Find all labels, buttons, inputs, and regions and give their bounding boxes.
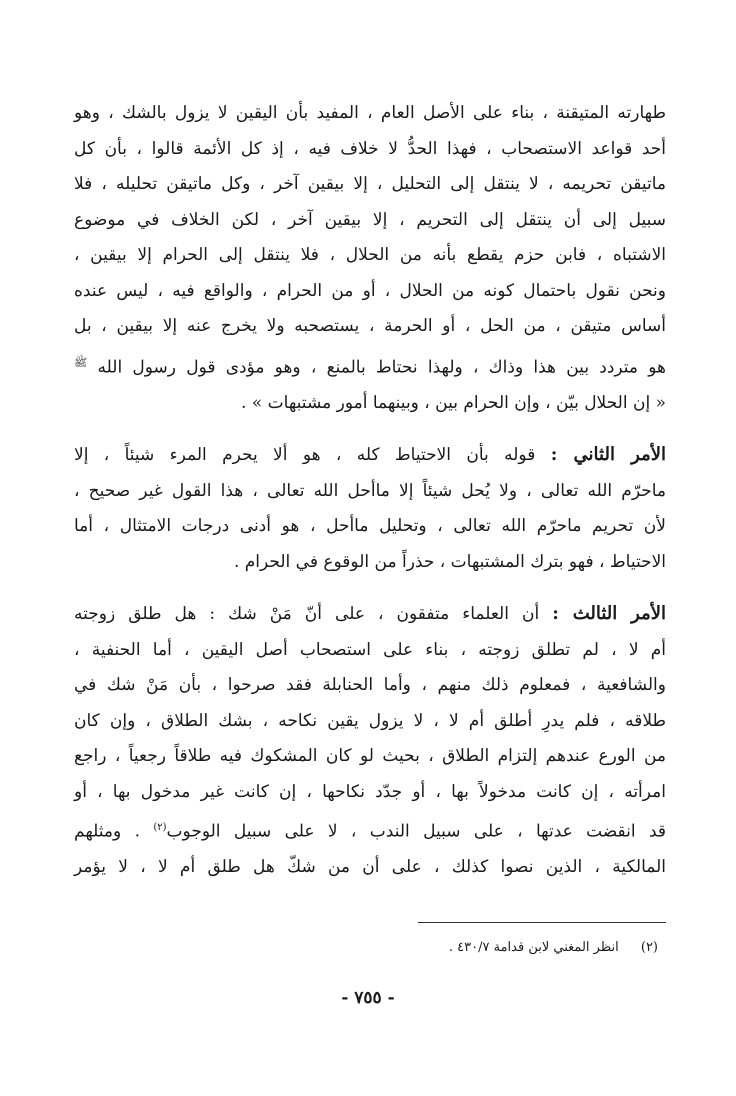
text-line: والشافعية ، فمعلوم ذلك منهم ، وأما الحنابلة فقد صرحوا ، بأن مَنْ شك في xyxy=(74,675,666,696)
text-line: أحد قواعد الاستصحاب ، فهذا الحدُّ لا خلاف فيه ، إذ كل الأئمة قالوا ، بأن كل xyxy=(74,138,666,159)
section-heading: الأمر الثاني : xyxy=(550,444,667,466)
text-line: من الورع عندهم إلتزام الطلاق ، بحيث لو كان المشكوك فيه طلاقاً رجعياً ، راجع xyxy=(74,746,666,767)
paragraph-2 xyxy=(74,437,666,580)
text-line: المالكية ، الذين نصوا كذلك ، على أن من شكّ هل طلق أم لا ، لا يؤمر xyxy=(74,857,666,878)
text-line: الاحتياط ، فهو بترك المشتبهات ، حذراً من الوقوع في الحرام . xyxy=(233,551,666,572)
footnote-text: انظر المغني لابن قدامة ٤٣٠/٧ . xyxy=(448,940,619,955)
paragraph-1 xyxy=(74,96,666,421)
text-line-with-honorific xyxy=(74,345,666,386)
text-line: امرأته ، إن كانت مدخولاً بها ، أو جدّد نكاحها ، إن كانت غير مدخول بها ، أو xyxy=(74,781,666,802)
footnote-number: (٢) xyxy=(640,940,658,955)
honorific-symbol: ﷺ xyxy=(74,355,88,369)
paragraph-3 xyxy=(74,596,666,886)
text-line: ماحرّم الله تعالى ، ولا يُحل شيئاً إلا ماأحل الله تعالى ، هذا القول غير صحيح ، xyxy=(74,480,666,501)
footnote-reference[interactable]: (٢) xyxy=(153,822,167,834)
text-segment: قوله بأن الاحتياط كله ، هو ألا يحرم المرء شيئاً ، إلا xyxy=(74,445,536,466)
text-line: طلاقه ، فلم يدرِ أطلق أم لا ، لا يزول يقين نكاحه ، بشك الطلاق ، وإن كان xyxy=(74,710,666,731)
text-segment: . ومثلهم xyxy=(74,821,154,842)
text-line: أساس متيقن ، من الحل ، أو الحرمة ، يستصحبه ولا يخرج عنه إلا بيقين ، بل xyxy=(74,316,666,336)
text-line: ماتيقن تحريمه ، لا ينتقل إلى التحليل ، إلا بيقين آخر ، وكل ماتيقن تحليله ، فلا xyxy=(74,174,666,194)
text-line: أم لا ، لم تطلق زوجته ، بناء على استصحاب أصل اليقين ، أما الحنفية ، xyxy=(74,639,666,660)
footnote-divider xyxy=(418,922,666,923)
text-line: سبيل إلى أن ينتقل إلى التحريم ، إلا بيقين آخر ، لكن الخلاف في موضوع xyxy=(74,209,666,230)
text-line: طهارته المتيقنة ، بناء على الأصل العام ، المفيد بأن اليقين لا يزول بالشك ، وهو xyxy=(74,103,666,123)
footnote xyxy=(449,938,658,958)
text-line: الاشتباه ، فابن حزم يقطع بأنه من الحلال ، فلا ينتقل إلى الحرام إلا بيقين ، xyxy=(74,245,666,265)
text-line: لأن تحريم ماحرّم الله تعالى ، وتحليل ماأحل ، هو أدنى درجات الامتثال ، أما xyxy=(74,516,666,537)
section-heading: الأمر الثالث : xyxy=(552,603,667,625)
text-line-with-heading xyxy=(74,596,666,633)
text-segment: قد انقضت عدتها ، على سبيل الندب ، لا على سبيل الوجوب xyxy=(166,821,667,842)
text-line: ونحن نقول باحتمال كونه من الحلال ، أو من الحرام ، والواقع فيه ، ليس عنده xyxy=(74,280,666,301)
text-line-with-footnote-ref xyxy=(74,810,666,850)
text-segment: أن العلماء متفقون ، على أنّ مَنْ شك : هل طلق زوجته xyxy=(74,604,540,625)
text-line: « إن الحلال بيّن ، وإن الحرام بين ، وبينهما أمور مشتبهات » . xyxy=(241,392,666,413)
text-line-with-heading xyxy=(74,437,666,474)
page-number: - ٧٥٥ - xyxy=(341,988,395,1008)
text-segment: هو متردد بين هذا وذاك ، ولهذا نحتاط بالمنع ، وهو مؤدى قول رسول الله xyxy=(97,357,666,378)
